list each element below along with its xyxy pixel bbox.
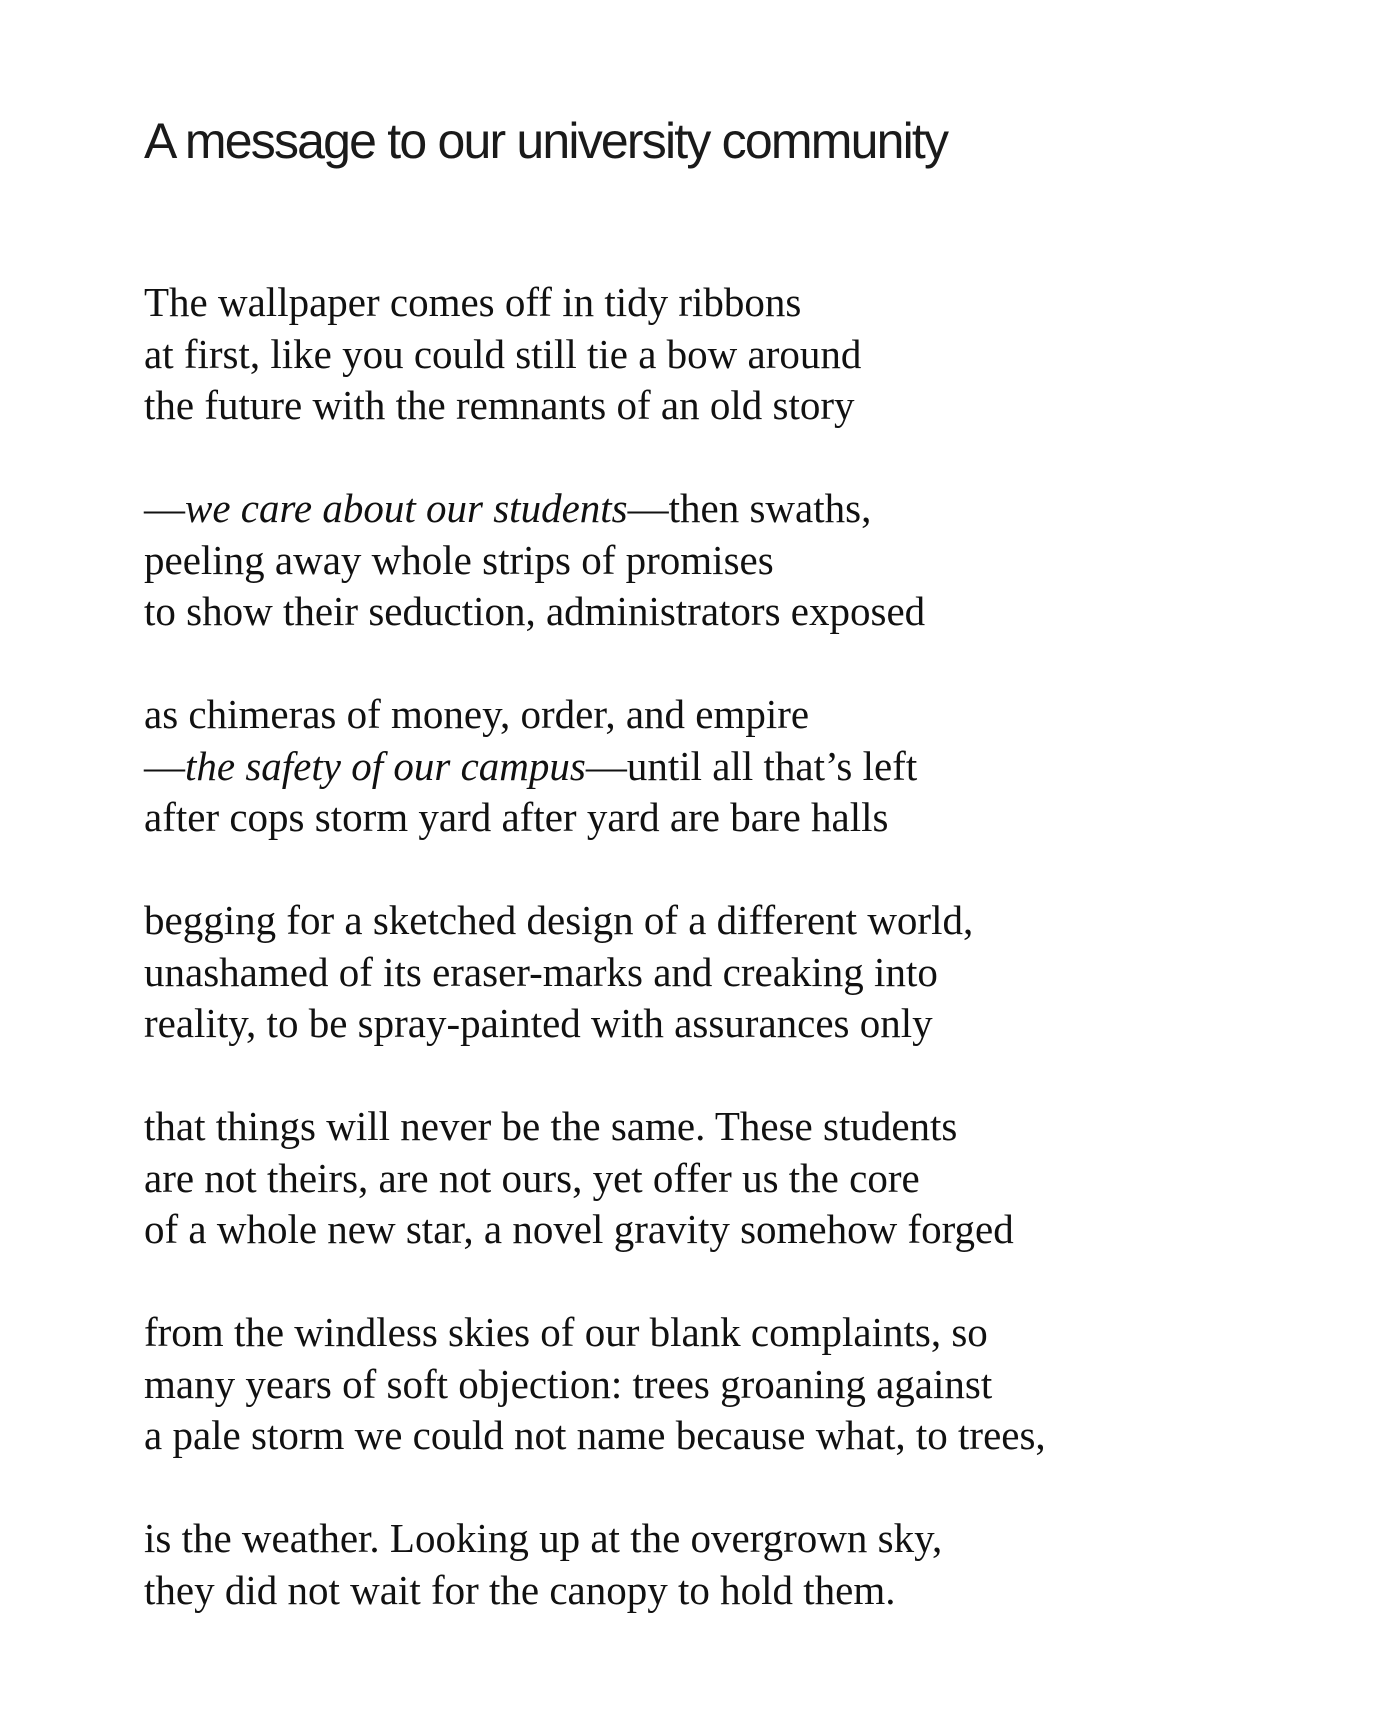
poem-line: The wallpaper comes off in tidy ribbons bbox=[144, 279, 802, 325]
stanza-4 bbox=[144, 895, 1046, 1050]
poem bbox=[144, 277, 1046, 1616]
stanza-3 bbox=[144, 689, 1046, 844]
page-title: A message to our university community bbox=[144, 113, 948, 169]
poem-line: unashamed of its eraser-marks and creaking into bbox=[144, 948, 938, 995]
poem-line bbox=[144, 741, 1046, 793]
poem-line: that things will never be the same. These students bbox=[144, 1103, 958, 1149]
poem-line: are not theirs, are not ours, yet offer us the core bbox=[144, 1154, 920, 1201]
stanza-7 bbox=[144, 1513, 1046, 1616]
poem-line: at first, like you could still tie a bow around bbox=[144, 330, 862, 377]
stanza-5 bbox=[144, 1101, 1046, 1256]
poem-line: a pale storm we could not name because what, to trees, bbox=[144, 1412, 1046, 1458]
poem-line: reality, to be spray-painted with assurances only bbox=[144, 1000, 933, 1046]
poem-line: as chimeras of money, order, and empire bbox=[144, 691, 810, 737]
poem-line: after cops storm yard after yard are bare halls bbox=[144, 794, 889, 840]
line-text: —until all that’s left bbox=[585, 742, 918, 789]
stanza-2 bbox=[144, 483, 1046, 638]
poem-line: to show their seduction, administrators exposed bbox=[144, 588, 926, 634]
poem-line: is the weather. Looking up at the overgrown sky, bbox=[144, 1515, 943, 1561]
poem-line: the future with the remnants of an old story bbox=[144, 382, 855, 428]
stanza-6 bbox=[144, 1307, 1046, 1462]
poem-line: many years of soft objection: trees groaning against bbox=[144, 1360, 993, 1407]
poem-line: begging for a sketched design of a different world, bbox=[144, 897, 974, 943]
poem-line: they did not wait for the canopy to hold them. bbox=[144, 1566, 896, 1613]
stanza-1 bbox=[144, 277, 1046, 432]
poem-line: peeling away whole strips of promises bbox=[144, 536, 774, 583]
em-dash: — bbox=[144, 742, 185, 789]
italic-quote: we care about our students bbox=[185, 485, 628, 531]
italic-quote: the safety of our campus bbox=[185, 742, 586, 789]
poem-line: from the windless skies of our blank complaints, so bbox=[144, 1309, 988, 1355]
line-text: —then swaths, bbox=[627, 485, 872, 531]
poem-line bbox=[144, 483, 1046, 535]
em-dash: — bbox=[144, 485, 185, 531]
poem-line: of a whole new star, a novel gravity somehow forged bbox=[144, 1206, 1014, 1252]
